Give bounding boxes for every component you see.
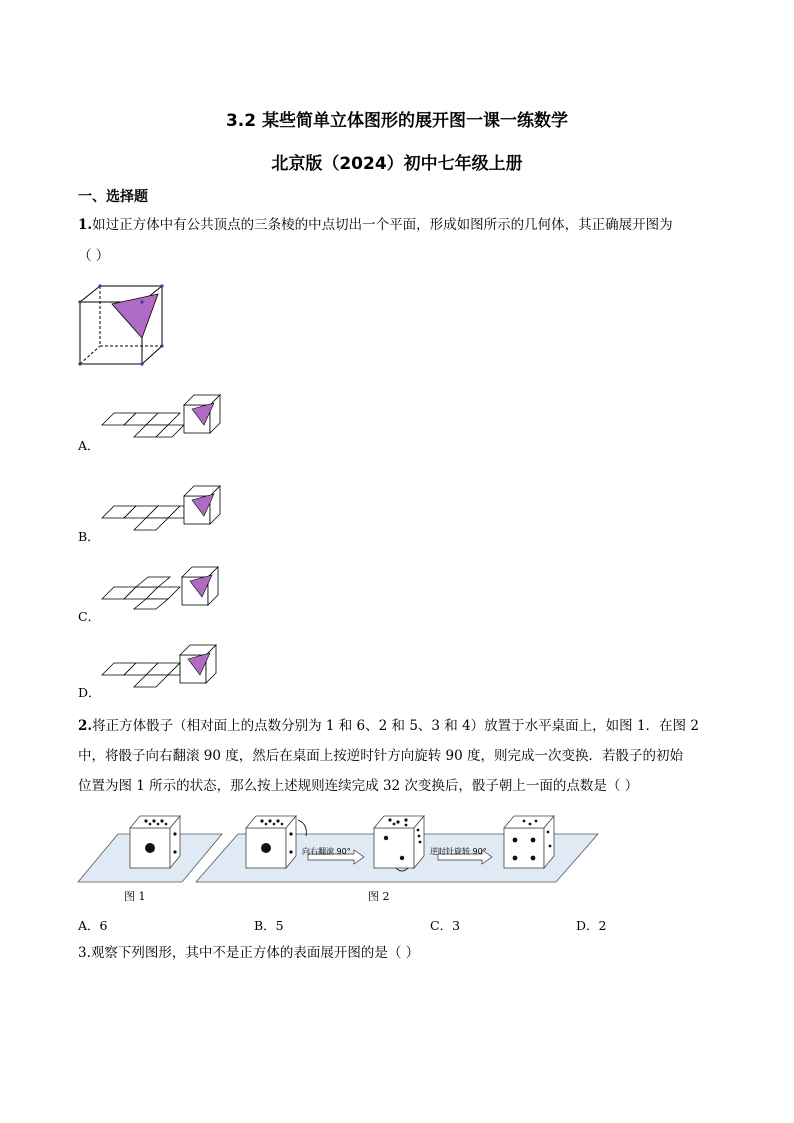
arrow-roll-label: 向右翻滚 90° — [302, 847, 351, 856]
fig2-die-rolled — [374, 816, 424, 868]
q1-stem — [78, 210, 728, 241]
page-title: 3.2 某些简单立体图形的展开图一课一练数学 — [225, 111, 569, 131]
q1-text: 如过正方体中有公共顶点的三条棱的中点切出一个平面，形成如图所示的几何体，其正确展开图为 — [92, 217, 673, 233]
q2-stem-line2: 中，将骰子向右翻滚 90 度，然后在桌面上按逆时针方向旋转 90 度，则完成一次变换．若骰子的初始 — [78, 748, 684, 764]
q1-option-c-figure — [100, 565, 225, 613]
section-heading: 一、选择题 — [78, 189, 148, 205]
fig1-die — [130, 816, 180, 868]
q2-number: 2. — [78, 718, 93, 734]
q1-option-a[interactable]: A． — [78, 438, 100, 453]
q1-cube-figure — [78, 284, 168, 369]
q2-option-d[interactable]: D．2 — [576, 918, 607, 933]
q1-paren: （ ） — [78, 248, 110, 264]
q3-stem: 3.观察下列图形，其中不是正方体的表面展开图的是（ ） — [78, 945, 420, 961]
q2-option-b[interactable]: B．5 — [254, 918, 284, 933]
q1-option-b-figure — [100, 484, 225, 532]
fig1-label: 图 1 — [124, 890, 146, 903]
page-subtitle: 北京版（2024）初中七年级上册 — [271, 154, 523, 174]
q1-option-a-figure — [100, 393, 225, 441]
q2-option-c[interactable]: C．3 — [430, 918, 461, 933]
fig2-label: 图 2 — [368, 890, 390, 903]
q2-text-line1: 将正方体骰子（相对面上的点数分别为 1 和 6、2 和 5、3 和 4）放置于水平桌面上，如图 1．在图 2 — [92, 718, 699, 734]
q1-option-c[interactable]: C． — [78, 609, 101, 624]
q1-option-d[interactable]: D． — [78, 685, 101, 700]
fig2-die-start — [246, 816, 296, 868]
q2-option-a[interactable]: A．6 — [78, 918, 108, 933]
arrow-rotate-label: 逆时针旋转 90° — [430, 847, 487, 856]
q1-number: 1. — [78, 217, 93, 233]
q2-stem-line1 — [78, 711, 738, 742]
q2-stem-line3: 位置为图 1 所示的状态，那么按上述规则连续完成 32 次变换后，骰子朝上一面的点数是（ ） — [78, 778, 639, 794]
q1-option-b[interactable]: B． — [78, 529, 100, 544]
q1-option-d-figure — [100, 643, 225, 691]
